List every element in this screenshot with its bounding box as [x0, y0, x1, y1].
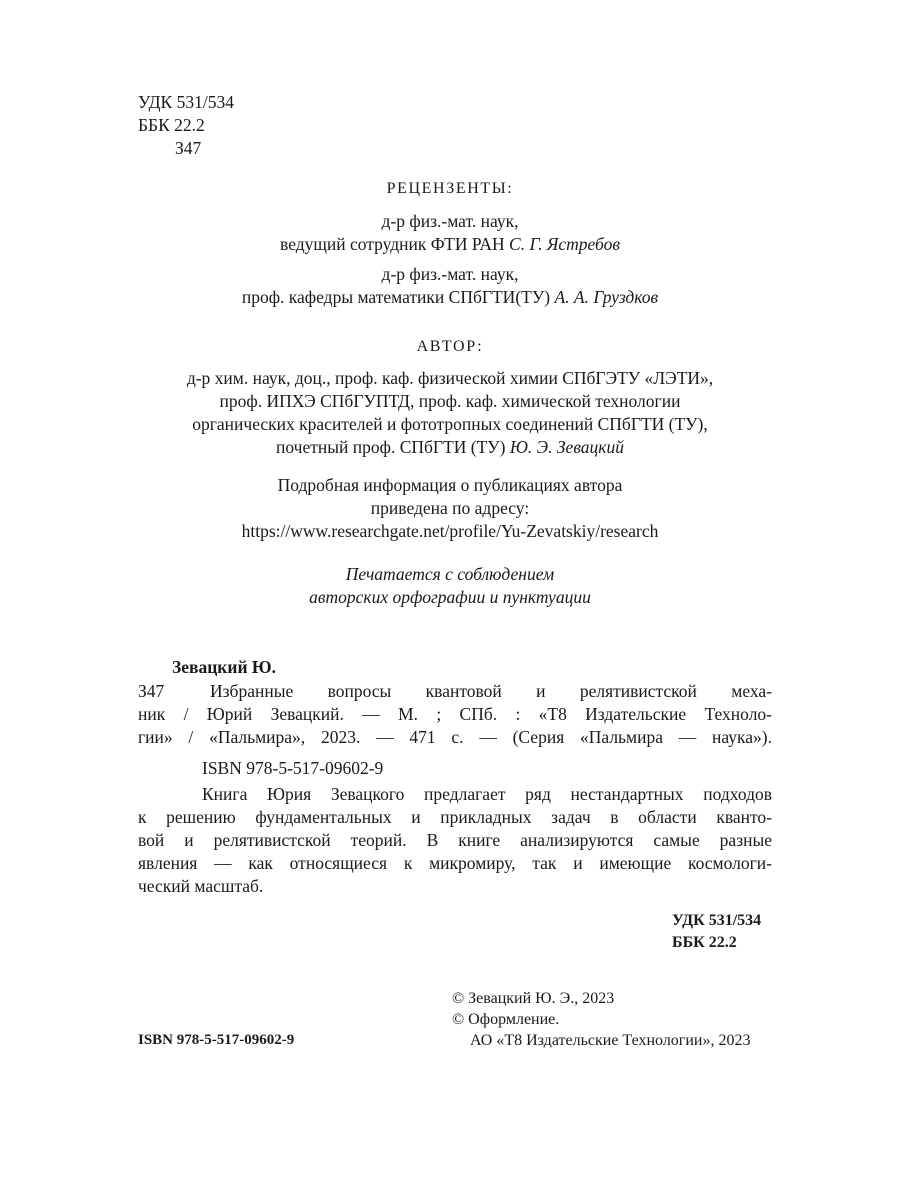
catalog-isbn: ISBN 978-5-517-09602-9 — [202, 758, 384, 778]
udk-code: УДК 531/534 — [138, 92, 234, 112]
catalog-description-line-1: Избранные вопросы квантовой и релятивистской меха- — [210, 681, 772, 701]
copyright-line-1: © Зевацкий Ю. Э., 2023 — [452, 990, 615, 1007]
author-line-3: органических красителей и фототропных соединений СПбГТИ (ТУ), — [192, 414, 708, 434]
annotation-line-3: вой и релятивистской теорий. В книге анализируются самые разные — [138, 830, 772, 850]
catalog-author-heading: Зевацкий Ю. — [172, 657, 276, 677]
author-name: Ю. Э. Зевацкий — [509, 437, 624, 457]
publications-url[interactable]: https://www.researchgate.net/profile/Yu-Zevatskiy/research — [241, 521, 659, 541]
printing-note-line-2: авторских орфографии и пунктуации — [309, 587, 591, 607]
annotation-line-5: ческий масштаб. — [138, 876, 264, 896]
copyright-line-3: АО «Т8 Издательские Технологии», 2023 — [470, 1032, 751, 1049]
catalog-mark: З47 — [138, 681, 165, 701]
author-line-2: проф. ИПХЭ СПбГУПТД, проф. каф. химической технологии — [219, 391, 681, 411]
publications-line-2: приведена по адресу: — [370, 498, 530, 518]
author-mark: З47 — [175, 138, 202, 158]
reviewer-1-position: ведущий сотрудник ФТИ РАН — [280, 234, 505, 254]
printing-note-line-1: Печатается с соблюдением — [345, 564, 555, 584]
reviewer-2-degree: д-р физ.-мат. наук, — [381, 264, 519, 284]
catalog-description-line-2: ник / Юрий Зевацкий. — М. ; СПб. : «Т8 Издательские Техноло- — [138, 704, 772, 724]
author-line-4 — [0, 436, 900, 459]
annotation-line-1: Книга Юрия Зевацкого предлагает ряд нестандартных подходов — [202, 784, 772, 804]
reviewer-1-line — [0, 233, 900, 256]
catalog-description — [138, 680, 772, 749]
author-heading: АВТОР: — [416, 338, 484, 355]
reviewers-heading: РЕЦЕНЗЕНТЫ: — [386, 180, 514, 197]
bottom-udk-code: УДК 531/534 — [672, 912, 762, 929]
reviewer-1-name: С. Г. Ястребов — [509, 234, 620, 254]
catalog-description-line-3: гии» / «Пальмира», 2023. — 471 с. — (Серия «Пальмира — наука»). — [138, 727, 772, 747]
reviewer-2-name: А. А. Груздков — [554, 287, 659, 307]
annotation-line-4: явления — как относящиеся к микромиру, так и имеющие космологи- — [138, 853, 772, 873]
reviewer-2-line — [0, 286, 900, 309]
bbk-code: ББК 22.2 — [138, 115, 205, 135]
footer-isbn: ISBN 978-5-517-09602-9 — [138, 1032, 295, 1048]
author-title: почетный проф. СПбГТИ (ТУ) — [276, 437, 506, 457]
catalog-annotation — [138, 783, 772, 898]
reviewer-1-degree: д-р физ.-мат. наук, — [381, 211, 519, 231]
bottom-bbk-code: ББК 22.2 — [672, 934, 737, 951]
annotation-line-2: к решению фундаментальных и прикладных задач в области кванто- — [138, 807, 772, 827]
author-line-1: д-р хим. наук, доц., проф. каф. физической химии СПбГЭТУ «ЛЭТИ», — [186, 368, 714, 388]
reviewer-2-position: проф. кафедры математики СПбГТИ(ТУ) — [241, 287, 551, 307]
copyright-line-2: © Оформление. — [452, 1011, 560, 1028]
publications-line-1: Подробная информация о публикациях автора — [277, 475, 623, 495]
